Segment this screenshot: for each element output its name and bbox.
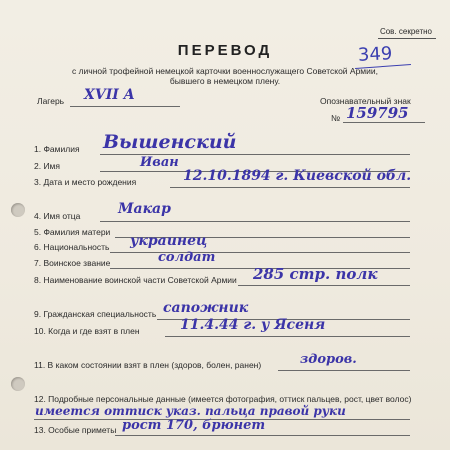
subtitle [40, 66, 410, 86]
punch-hole [11, 377, 25, 391]
divider [115, 435, 410, 436]
field-value-unit: 285 стр. полк [253, 265, 378, 283]
field-label-nationality: 6. Национальность [34, 242, 110, 252]
field-value-marks: рост 170, брюнет [122, 418, 266, 433]
divider [165, 336, 410, 337]
subtitle-line: с личной трофейной немецкой карточки военнослужащего Советской Армии, [71, 66, 379, 76]
field-label-profession: 9. Гражданская специальность [34, 309, 157, 319]
field-label-capture: 10. Когда и где взят в плен [34, 326, 140, 336]
field-value-profession: сапожник [163, 300, 249, 316]
field-value-rank: солдат [158, 250, 216, 265]
field-label-birth: 3. Дата и место рождения [34, 177, 137, 187]
field-label-condition: 11. В каком состоянии взят в плен (здоров, болен, ранен) [34, 360, 262, 370]
subtitle-line: бывшего в немецком плену. [169, 76, 281, 86]
punch-hole [11, 203, 25, 217]
page-title: ПЕРЕВОД [177, 42, 273, 59]
divider [70, 106, 180, 107]
divider [100, 221, 410, 222]
field-label-marks: 13. Особые приметы [34, 425, 117, 435]
field-label-father: 4. Имя отца [34, 211, 81, 221]
field-value-personal: имеется оттиск указ. пальца правой руки [35, 404, 346, 418]
divider [278, 370, 410, 371]
divider [343, 122, 425, 123]
tag-prefix: № [331, 113, 341, 123]
field-label-rank: 7. Воинское звание [34, 258, 111, 268]
tag-label: Опознавательный знак [320, 96, 411, 106]
divider [170, 187, 410, 188]
field-value-nationality: украинец [130, 233, 208, 249]
field-value-birth: 12.10.1894 г. Киевской обл. [183, 168, 412, 184]
divider [378, 38, 436, 39]
camp-label: Лагерь [37, 96, 65, 106]
secret-label: Сов. секретно [379, 27, 432, 36]
field-value-condition: здоров. [300, 352, 357, 367]
field-value-father: Макар [118, 201, 171, 217]
field-label-mother: 5. Фамилия матери [34, 227, 111, 237]
field-label-surname: 1. Фамилия [34, 144, 80, 154]
field-value-surname: Вышенский [103, 131, 237, 153]
divider [110, 252, 410, 253]
document-number: 349 [357, 43, 393, 66]
divider [238, 285, 410, 286]
field-value-capture: 11.4.44 г. у Ясеня [180, 317, 326, 333]
field-value-name: Иван [140, 155, 179, 170]
field-label-personal: 12. Подробные персональные данные (имеется фотография, оттиск пальцев, рост, цвет волос) [34, 394, 412, 404]
field-label-name: 2. Имя [34, 161, 61, 171]
field-label-unit: 8. Наименование воинской части Советской Армии [34, 275, 237, 285]
camp-value: XVII A [84, 87, 135, 103]
tag-value: 159795 [346, 104, 409, 122]
